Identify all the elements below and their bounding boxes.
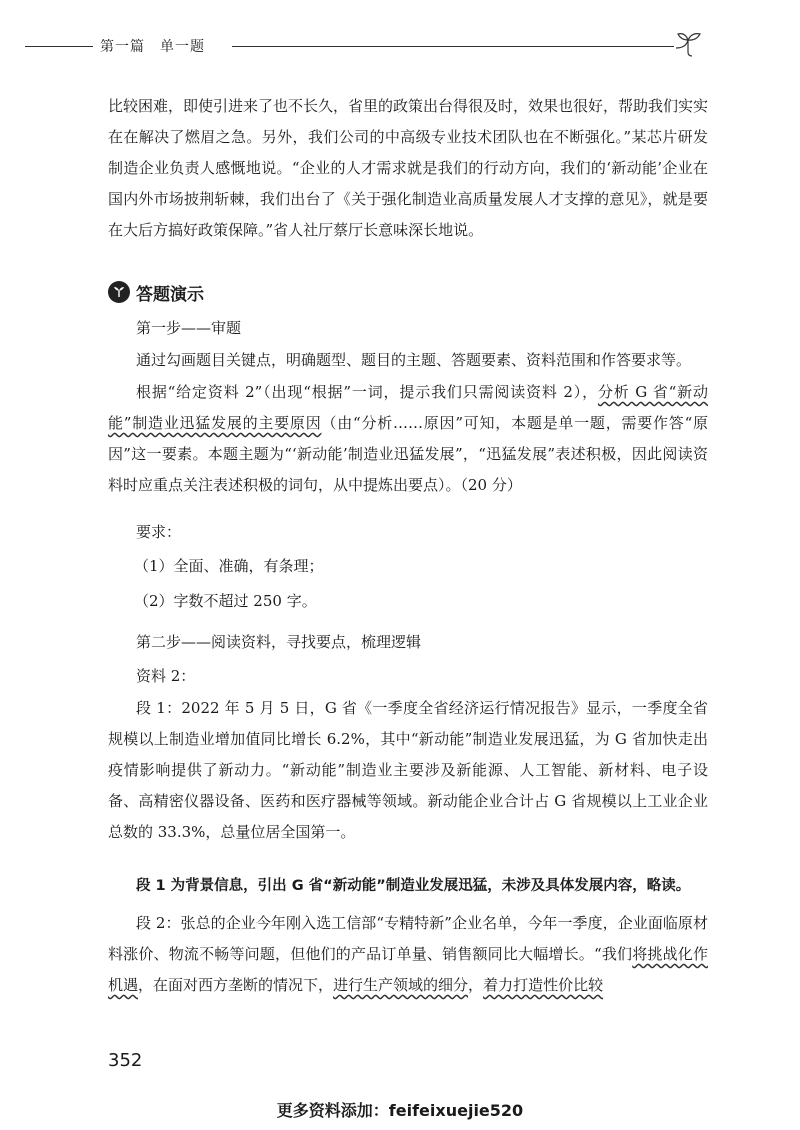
para2-text-2: ，在面对西方垄断的情况下， [138,976,334,994]
header-title: 第一篇 单一题 [100,39,205,55]
header-rule-left [25,46,93,47]
step1-title: 第一步——审题 [136,319,242,337]
footer-note: 更多资料添加：feifeixuejie520 [276,1101,524,1120]
question-source: 根据“给定资料 2”（出现“根据”一词，提示我们只需阅读资料 2）， [136,383,598,401]
paragraph-1-note: 段 1 为背景信息，引出 G 省“新动能”制造业发展迅猛，未涉及具体发展内容，略读。 [136,878,691,894]
requirement-2: （2）字数不超过 250 字。 [134,592,317,610]
intro-paragraph: 比较困难，即使引进来了也不长久，省里的政策出台得很及时，效果也很好，帮助我们实实在在解决了燃眉之急。另外，我们公司的中高级专业技术团队也在不断强化。”某芯片研发制造企业负责人感慨地说。“企业的人才需求就是我们的行动方向，我们的‘新动能’企业在国内外市场披荆斩棘，我们出台了《关于强化制造业高质量发展人才支撑的意见》，就是要在大后方搞好政策保障。”省人社厅蔡厅长意味深长地说。 [108,97,709,239]
step1-question [108,377,708,501]
para2-text: 段 2：张总的企业今年刚入选工信部“专精特新”企业名单，今年一季度，企业面临原材料涨价、物流不畅等问题，但他们的产品订单量、销售额同比大幅增长。“我们 [108,914,708,963]
requirements-label: 要求： [136,523,182,541]
step1-intro: 通过勾画题目关键点，明确题型、题目的主题、答题要素、资料范围和作答要求等。 [136,351,692,369]
material-label: 资料 2： [136,667,196,685]
sprout-icon [672,30,706,60]
question-topic: 分析 G 省“新动能”制造业迅猛发展的主要原因 [108,383,708,432]
requirement-1: （1）全面、准确，有条理； [134,557,324,575]
para2-key-challenge: 将挑战化作机遇 [108,945,708,994]
question-analysis: （由“分析……原因”可知，本题是单一题，需要作答“原因”这一要素。本题主题为“‘新动能’制造业迅猛发展”，“迅猛发展”表述积极，因此阅读资料时应重点关注表述积极的词句，从中提炼出要点）。（20 分） [108,414,709,494]
page-number: 352 [108,1050,143,1071]
section-heading [108,279,204,305]
material-paragraph-2 [108,908,708,1001]
para2-key-segment: 进行生产领域的细分 [333,976,469,994]
step2-title: 第二步——阅读资料，寻找要点，梳理逻辑 [136,633,422,651]
para2-key-value: 着力打造性价比较 [483,976,604,994]
section-title: 答题演示 [136,284,204,305]
para2-comma: ， [468,976,484,994]
material-paragraph-1: 段 1：2022 年 5 月 5 日，G 省《一季度全省经济运行情况报告》显示，一季度全省规模以上制造业增加值同比增长 6.2%，其中“新动能”制造业发展迅猛，为 G 省加快走出疫情影响提供了新动力。“新动能”制造业主要涉及新能源、人工智能、新材料、电子设备、高精密仪器设备、医药和医疗器械等领域。新动能企业合计占 G 省规模以上工业企业总数的 33.3%，总量位居全国第一。 [108,699,708,841]
running-header [0,30,800,60]
leaf-badge-icon [108,281,130,303]
header-rule-right [232,46,674,47]
